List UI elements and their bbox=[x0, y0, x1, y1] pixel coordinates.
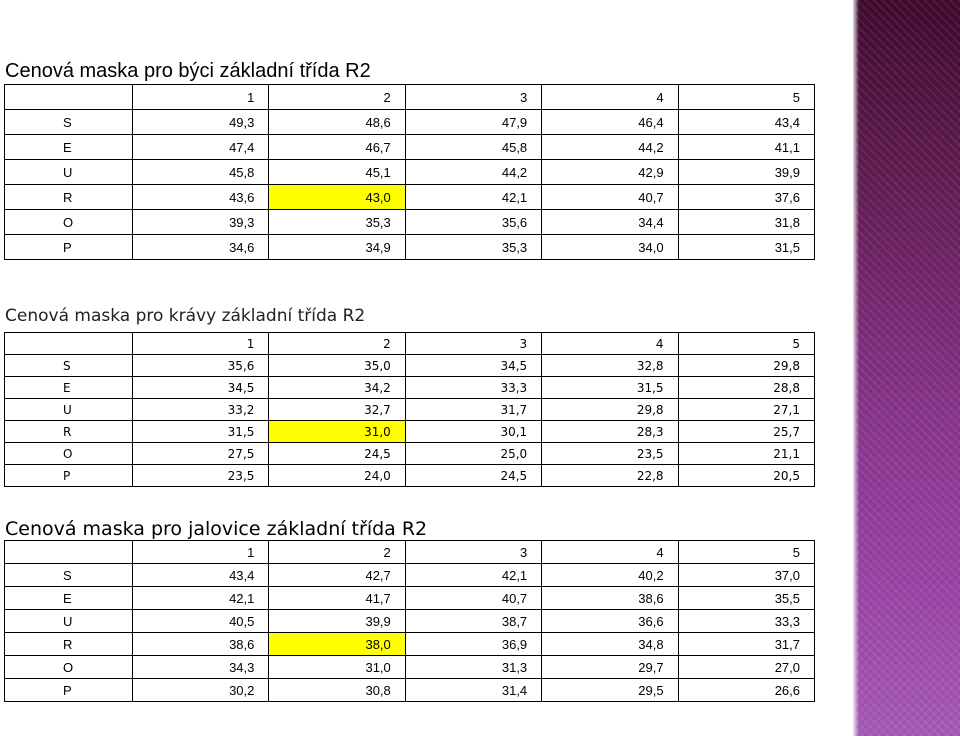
table-row bbox=[5, 160, 815, 185]
price-cell: 44,2 bbox=[542, 135, 678, 160]
row-label: E bbox=[5, 377, 133, 399]
price-cell: 33,3 bbox=[678, 610, 814, 633]
price-cell: 49,3 bbox=[133, 110, 269, 135]
price-cell: 34,0 bbox=[542, 235, 678, 260]
column-header-1: 1 bbox=[133, 333, 269, 355]
price-cell: 28,3 bbox=[542, 421, 678, 443]
heifers-price-table bbox=[4, 540, 815, 702]
table-header-row bbox=[5, 85, 815, 110]
price-cell: 35,3 bbox=[405, 235, 541, 260]
price-cell: 30,1 bbox=[405, 421, 541, 443]
table-row bbox=[5, 185, 815, 210]
column-header-4: 4 bbox=[542, 333, 678, 355]
price-cell: 30,2 bbox=[133, 679, 269, 702]
heifers-table-title: Cenová maska pro jalovice základní třída R2 bbox=[5, 518, 428, 540]
column-header-5: 5 bbox=[678, 541, 814, 564]
table-row bbox=[5, 135, 815, 160]
row-label: R bbox=[5, 421, 133, 443]
price-cell: 31,3 bbox=[405, 656, 541, 679]
row-label: O bbox=[5, 656, 133, 679]
column-header-5: 5 bbox=[678, 333, 814, 355]
price-cell: 40,5 bbox=[133, 610, 269, 633]
cows-price-table bbox=[4, 332, 815, 487]
price-cell: 23,5 bbox=[542, 443, 678, 465]
price-cell: 45,8 bbox=[133, 160, 269, 185]
price-cell: 31,4 bbox=[405, 679, 541, 702]
price-cell: 33,2 bbox=[133, 399, 269, 421]
table-row bbox=[5, 587, 815, 610]
price-cell: 47,9 bbox=[405, 110, 541, 135]
price-cell: 39,3 bbox=[133, 210, 269, 235]
bulls-table-title: Cenová maska pro býci základní třída R2 bbox=[5, 60, 371, 82]
row-label: U bbox=[5, 610, 133, 633]
price-cell: 37,0 bbox=[678, 564, 814, 587]
price-cell: 29,8 bbox=[678, 355, 814, 377]
price-cell: 43,4 bbox=[133, 564, 269, 587]
row-label: U bbox=[5, 160, 133, 185]
price-cell: 46,7 bbox=[269, 135, 405, 160]
table-row bbox=[5, 421, 815, 443]
price-cell: 23,5 bbox=[133, 465, 269, 487]
table-header-row bbox=[5, 541, 815, 564]
price-cell: 36,9 bbox=[405, 633, 541, 656]
price-cell: 42,1 bbox=[133, 587, 269, 610]
price-cell: 34,5 bbox=[405, 355, 541, 377]
header-corner-cell bbox=[5, 85, 133, 110]
price-cell: 39,9 bbox=[269, 610, 405, 633]
price-cell: 35,0 bbox=[269, 355, 405, 377]
price-cell: 43,4 bbox=[678, 110, 814, 135]
price-cell: 45,8 bbox=[405, 135, 541, 160]
price-cell: 30,8 bbox=[269, 679, 405, 702]
row-label: E bbox=[5, 587, 133, 610]
price-cell: 35,6 bbox=[405, 210, 541, 235]
price-cell: 27,0 bbox=[678, 656, 814, 679]
table-row bbox=[5, 355, 815, 377]
column-header-2: 2 bbox=[269, 333, 405, 355]
price-cell: 36,6 bbox=[542, 610, 678, 633]
price-cell: 20,5 bbox=[678, 465, 814, 487]
price-cell: 38,6 bbox=[133, 633, 269, 656]
price-cell: 34,4 bbox=[542, 210, 678, 235]
price-cell: 34,9 bbox=[269, 235, 405, 260]
price-cell: 31,5 bbox=[133, 421, 269, 443]
table-row bbox=[5, 399, 815, 421]
column-header-4: 4 bbox=[542, 541, 678, 564]
price-cell: 46,4 bbox=[542, 110, 678, 135]
price-cell: 31,8 bbox=[678, 210, 814, 235]
price-cell: 41,1 bbox=[678, 135, 814, 160]
price-cell: 35,6 bbox=[133, 355, 269, 377]
price-cell: 33,3 bbox=[405, 377, 541, 399]
sidebar-edge-glow bbox=[853, 0, 859, 736]
price-cell: 42,7 bbox=[269, 564, 405, 587]
price-cell: 40,7 bbox=[542, 185, 678, 210]
price-cell: 34,6 bbox=[133, 235, 269, 260]
price-cell: 24,0 bbox=[269, 465, 405, 487]
price-cell: 31,0 bbox=[269, 656, 405, 679]
column-header-4: 4 bbox=[542, 85, 678, 110]
price-cell: 31,5 bbox=[542, 377, 678, 399]
price-cell-highlighted: 43,0 bbox=[269, 185, 405, 210]
price-cell: 32,8 bbox=[542, 355, 678, 377]
price-cell: 45,1 bbox=[269, 160, 405, 185]
table-row bbox=[5, 443, 815, 465]
price-cell: 48,6 bbox=[269, 110, 405, 135]
row-label: S bbox=[5, 564, 133, 587]
row-label: E bbox=[5, 135, 133, 160]
price-cell: 38,6 bbox=[542, 587, 678, 610]
table-row bbox=[5, 656, 815, 679]
table-row bbox=[5, 610, 815, 633]
column-header-2: 2 bbox=[269, 85, 405, 110]
table-row bbox=[5, 377, 815, 399]
column-header-3: 3 bbox=[405, 333, 541, 355]
price-cell: 32,7 bbox=[269, 399, 405, 421]
price-cell: 40,2 bbox=[542, 564, 678, 587]
column-header-1: 1 bbox=[133, 541, 269, 564]
column-header-3: 3 bbox=[405, 541, 541, 564]
header-corner-cell bbox=[5, 541, 133, 564]
price-cell: 42,9 bbox=[542, 160, 678, 185]
price-cell: 34,8 bbox=[542, 633, 678, 656]
price-cell: 31,5 bbox=[678, 235, 814, 260]
row-label: O bbox=[5, 443, 133, 465]
price-cell-highlighted: 31,0 bbox=[269, 421, 405, 443]
price-cell: 22,8 bbox=[542, 465, 678, 487]
table-row bbox=[5, 679, 815, 702]
row-label: S bbox=[5, 110, 133, 135]
row-label: S bbox=[5, 355, 133, 377]
column-header-5: 5 bbox=[678, 85, 814, 110]
price-cell: 43,6 bbox=[133, 185, 269, 210]
bulls-price-table bbox=[4, 84, 815, 260]
price-cell: 27,1 bbox=[678, 399, 814, 421]
price-cell: 28,8 bbox=[678, 377, 814, 399]
price-cell: 31,7 bbox=[405, 399, 541, 421]
price-cell: 29,5 bbox=[542, 679, 678, 702]
price-cell: 44,2 bbox=[405, 160, 541, 185]
price-cell: 35,3 bbox=[269, 210, 405, 235]
price-cell: 29,8 bbox=[542, 399, 678, 421]
price-cell: 47,4 bbox=[133, 135, 269, 160]
price-cell: 38,7 bbox=[405, 610, 541, 633]
price-cell: 25,0 bbox=[405, 443, 541, 465]
price-cell: 42,1 bbox=[405, 564, 541, 587]
price-cell: 34,2 bbox=[269, 377, 405, 399]
table-row bbox=[5, 210, 815, 235]
row-label: P bbox=[5, 679, 133, 702]
column-header-2: 2 bbox=[269, 541, 405, 564]
row-label: P bbox=[5, 235, 133, 260]
price-cell: 41,7 bbox=[269, 587, 405, 610]
row-label: P bbox=[5, 465, 133, 487]
decorative-sidebar bbox=[853, 0, 960, 736]
table-header-row bbox=[5, 333, 815, 355]
table-row bbox=[5, 564, 815, 587]
price-cell: 25,7 bbox=[678, 421, 814, 443]
cows-table-title: Cenová maska pro krávy základní třída R2 bbox=[5, 306, 366, 326]
price-cell: 39,9 bbox=[678, 160, 814, 185]
price-cell: 34,3 bbox=[133, 656, 269, 679]
price-cell: 21,1 bbox=[678, 443, 814, 465]
column-header-3: 3 bbox=[405, 85, 541, 110]
price-cell: 40,7 bbox=[405, 587, 541, 610]
column-header-1: 1 bbox=[133, 85, 269, 110]
table-row bbox=[5, 235, 815, 260]
price-cell: 37,6 bbox=[678, 185, 814, 210]
price-cell: 24,5 bbox=[405, 465, 541, 487]
row-label: R bbox=[5, 633, 133, 656]
price-cell: 24,5 bbox=[269, 443, 405, 465]
table-row bbox=[5, 465, 815, 487]
price-cell: 31,7 bbox=[678, 633, 814, 656]
price-cell: 26,6 bbox=[678, 679, 814, 702]
header-corner-cell bbox=[5, 333, 133, 355]
row-label: U bbox=[5, 399, 133, 421]
table-row bbox=[5, 110, 815, 135]
row-label: O bbox=[5, 210, 133, 235]
price-cell: 35,5 bbox=[678, 587, 814, 610]
price-cell: 42,1 bbox=[405, 185, 541, 210]
price-cell: 29,7 bbox=[542, 656, 678, 679]
price-cell-highlighted: 38,0 bbox=[269, 633, 405, 656]
row-label: R bbox=[5, 185, 133, 210]
price-cell: 27,5 bbox=[133, 443, 269, 465]
price-cell: 34,5 bbox=[133, 377, 269, 399]
table-row bbox=[5, 633, 815, 656]
